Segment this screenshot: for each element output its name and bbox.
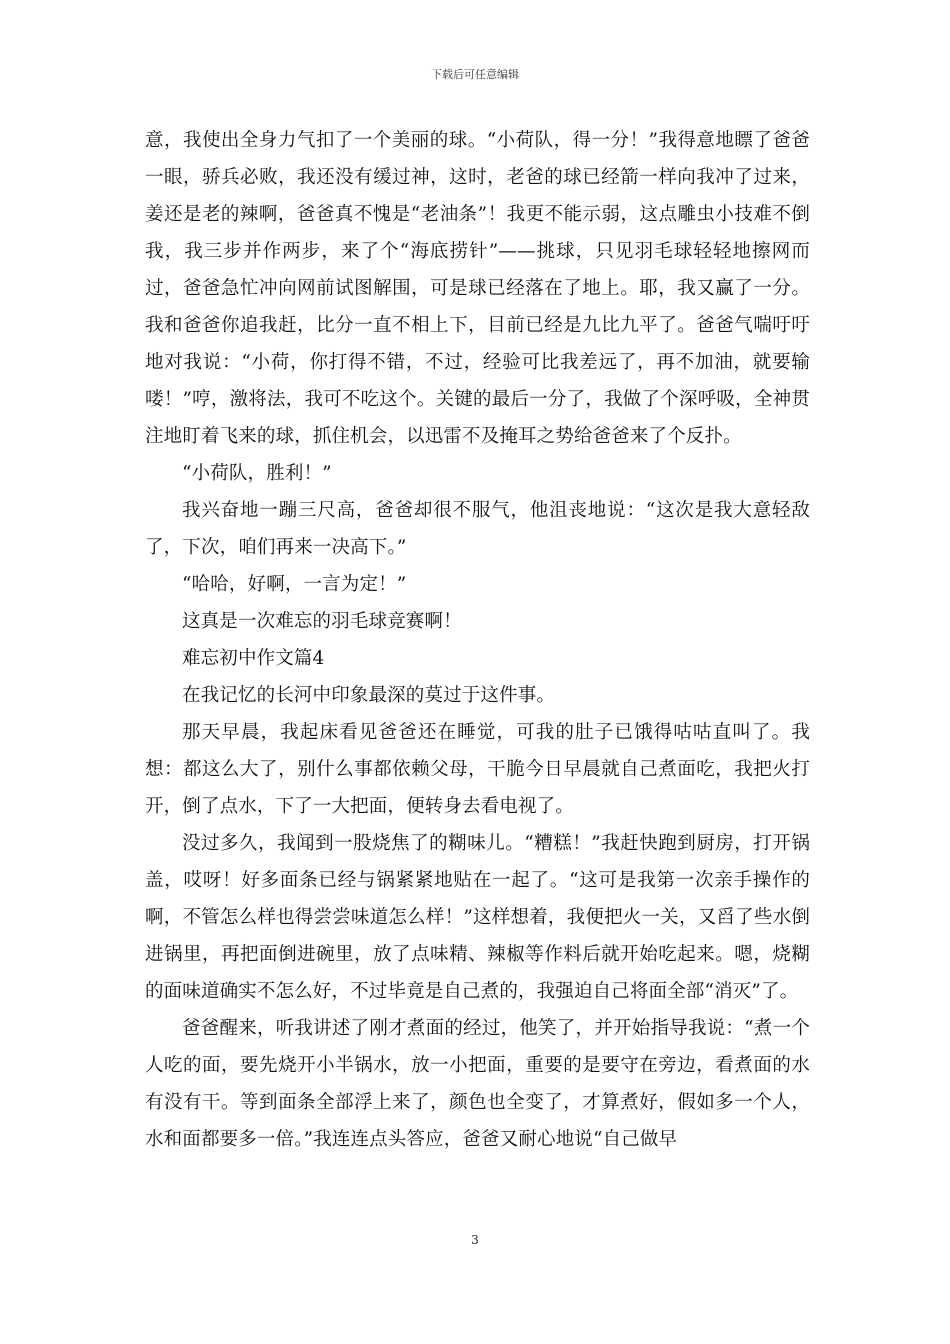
section-heading: 难忘初中作文篇4: [182, 648, 325, 669]
paragraph: 没过多久，我闻到一股烧焦了的糊味儿。“糟糕！”我赶快跑到厨房，打开锅盖，哎呀！好多面条已经与锅紧紧地贴在一起了。“这可是我第一次亲手操作的啊，不管怎么样也得尝尝味道怎么样！”这样想着，我便把火一关，又舀了些水倒进锅里，再把面倒进碗里，放了点味精、辣椒等作料后就开始吃起来。嗯，烧糊的面味道确实不怎么好，不过毕竟是自己煮的，我强迫自己将面全部“消灭”了。: [145, 833, 810, 1002]
page-header: 下载后可任意编辑: [431, 68, 519, 81]
page-number: 3: [471, 1233, 479, 1247]
paragraph: 我兴奋地一蹦三尺高，爸爸却很不服气，他沮丧地说：“这次是我大意轻敌了，下次，咱们再来一决高下。”: [145, 500, 810, 558]
paragraph: 爸爸醒来，听我讲述了刚才煮面的经过，他笑了，并开始指导我说：“煮一个人吃的面，要先烧开小半锅水，放一小把面，重要的是要守在旁边，看煮面的水有没有干。等到面条全部浮上来了，颜色也全变了，才算煮好，假如多一个人，水和面都要多一倍。”我连连点头答应，爸爸又耐心地说“自己做早: [145, 1018, 810, 1150]
paragraph-continuation: 意，我使出全身力气扣了一个美丽的球。“小荷队，得一分！”我得意地瞟了爸爸一眼，骄兵必败，我还没有缓过神，这时，老爸的球已经箭一样向我冲了过来，姜还是老的辣啊，爸爸真不愧是“老油条”！我更不能示弱，这点雕虫小技难不倒我，我三步并作两步，来了个“海底捞针”——挑球，只见羽毛球轻轻地擦网而过，爸爸急忙冲向网前试图解围，可是球已经落在了地上。耶，我又赢了一分。我和爸爸你追我赶，比分一直不相上下，目前已经是九比九平了。爸爸气喘吁吁地对我说：“小荷，你打得不错，不过，经验可比我差远了，再不加油，就要输喽！”哼，激将法，我可不吃这个。关键的最后一分了，我做了个深呼吸，全神贯注地盯着飞来的球，抓住机会，以迅雷不及掩耳之势给爸爸来了个反扑。: [145, 130, 810, 447]
paragraph: 在我记忆的长河中印象最深的莫过于这件事。: [182, 685, 556, 706]
paragraph-dialogue: “哈哈，好啊，一言为定！”: [182, 574, 407, 595]
paragraph: 这真是一次难忘的羽毛球竞赛啊！: [182, 611, 462, 632]
paragraph-dialogue: “小荷队，胜利！”: [182, 463, 332, 484]
body-text: [145, 122, 810, 1158]
paragraph: 那天早晨，我起床看见爸爸还在睡觉，可我的肚子已饿得咕咕直叫了。我想：都这么大了，别什么事都依赖父母，干脆今日早晨就自己煮面吃，我把火打开，倒了点水，下了一大把面，便转身去看电视了。: [145, 722, 810, 817]
